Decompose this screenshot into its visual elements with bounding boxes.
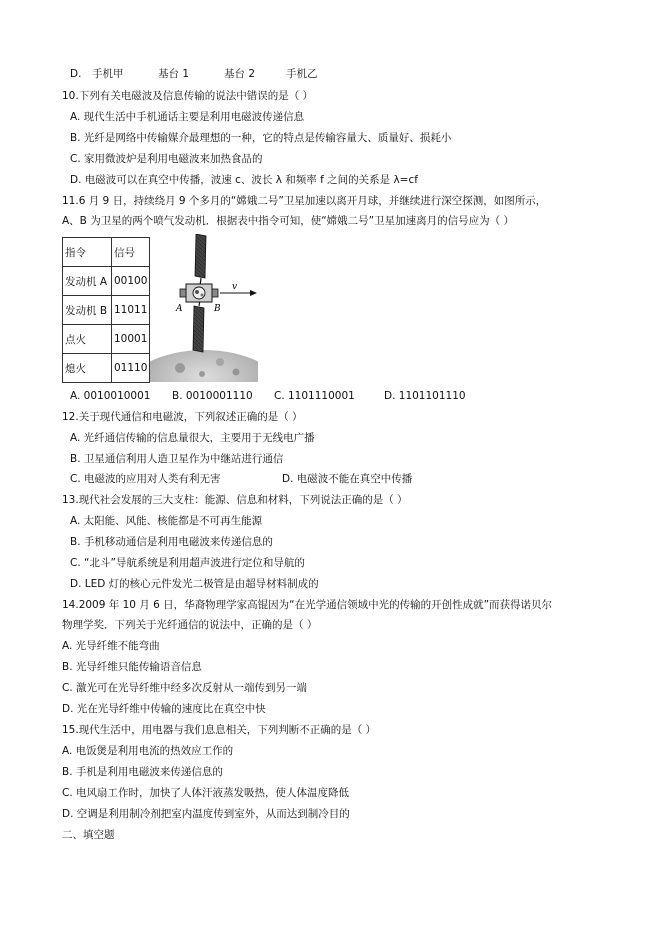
table-cell: 点火	[63, 325, 112, 354]
q13-option-b: B. 手机移动通信是利用电磁波来传递信息的	[70, 536, 273, 548]
q14-option-a: A. 光导纤维不能弯曲	[62, 640, 160, 652]
table-cell: 01110	[112, 354, 150, 383]
q10-stem: 10.下列有关电磁波及信息传输的说法中错误的是（ ）	[62, 90, 314, 102]
q12-option-c: C. 电磁波的应用对人类有利无害	[70, 473, 221, 485]
q14-option-c: C. 激光可在光导纤维中经多次反射从一端传到另一端	[62, 682, 308, 694]
q12-option-d: D. 电磁波不能在真空中传播	[282, 473, 413, 485]
q15-stem: 15.现代生活中，用电器与我们息息相关，下列判断不正确的是（ ）	[62, 724, 377, 736]
table-row	[63, 325, 150, 354]
q11-option-b: B. 0010001110	[172, 390, 253, 402]
q9-item-base-2: 基台 2	[224, 68, 256, 80]
table-header-signal: 信号	[112, 238, 150, 267]
q11-stem-line2: A、B 为卫星的两个喷气发动机．根据表中指令可知，使“嫦娥二号”卫星加速离月的信号应为（ ）	[62, 215, 514, 227]
q15-option-c: C. 电风扇工作时，加快了人体汗液蒸发吸热，使人体温度降低	[62, 787, 350, 799]
table-row	[63, 238, 150, 267]
q14-option-b: B. 光导纤维只能传输语音信息	[62, 661, 202, 673]
q14-option-d: D. 光在光导纤维中传输的速度比在真空中快	[62, 703, 266, 715]
q9-option-d	[70, 67, 318, 81]
q10-option-a: A. 现代生活中手机通话主要是利用电磁波传递信息	[70, 111, 305, 123]
table-cell: 熄火	[63, 354, 112, 383]
table-cell: 11011	[112, 296, 150, 325]
q9-item-phone-b: 手机乙	[286, 68, 318, 80]
table-header-command: 指令	[63, 238, 112, 267]
engine-b-label: B	[214, 304, 221, 314]
q9-item-base-1: 基台 1	[158, 68, 190, 80]
q14-stem-line1: 14.2009 年 10 月 6 日，华裔物理学家高锟因为“在光学通信领域中光的传输的开创性成就”而获得诺贝尔	[62, 599, 553, 611]
q11-options	[70, 389, 590, 403]
q11-stem-line1: 11.6 月 9 日，持续绕月 9 个多月的“嫦娥二号”卫星加速以离开月球，并继续进行深空探测，如图所示，	[62, 195, 547, 207]
q11-option-c: C. 1101110001	[274, 390, 355, 402]
q13-option-d: D. LED 灯的核心元件发光二极管是由超导材料制成的	[70, 578, 319, 590]
engine-a-label: A	[176, 304, 183, 314]
q12-option-b: B. 卫星通信利用人造卫星作为中继站进行通信	[70, 453, 284, 465]
satellite-body-icon	[180, 284, 218, 302]
q9-option-letter: D.	[70, 68, 82, 80]
q11-option-a: A. 0010010001	[70, 390, 151, 402]
section-title-fill-in: 二、填空题	[62, 829, 115, 841]
q13-option-c: C. “北斗”导航系统是利用超声波进行定位和导航的	[70, 557, 305, 569]
q10-option-c: C. 家用微波炉是利用电磁波来加热食品的	[70, 153, 263, 165]
q14-stem-line2: 物理学奖．下列关于光纤通信的说法中，正确的是（ ）	[62, 619, 318, 631]
q11-satellite-figure	[150, 234, 258, 382]
table-cell: 发动机 A	[63, 267, 112, 296]
table-row	[63, 354, 150, 383]
q12-option-a: A. 光纤通信传输的信息量很大，主要用于无线电广播	[70, 432, 315, 444]
q15-option-b: B. 手机是利用电磁波来传递信息的	[62, 766, 223, 778]
q13-stem: 13.现代社会发展的三大支柱：能源、信息和材料，下列说法正确的是（ ）	[62, 494, 408, 506]
q15-option-a: A. 电饭煲是利用电流的热效应工作的	[62, 745, 234, 757]
table-cell: 10001	[112, 325, 150, 354]
q11-option-d: D. 1101101110	[384, 390, 466, 402]
q10-option-d: D. 电磁波可以在真空中传播，波速 c、波长 λ 和频率 f 之间的关系是 λ=cf	[70, 174, 418, 186]
q11-command-table	[62, 237, 150, 383]
velocity-arrow-icon	[220, 290, 257, 296]
q15-option-d: D. 空调是利用制冷剂把室内温度传到室外，从而达到制冷目的	[62, 808, 350, 820]
table-cell: 发动机 B	[63, 296, 112, 325]
q10-option-b: B. 光纤是网络中传输媒介最理想的一种，它的特点是传输容量大、质量好、损耗小	[70, 132, 452, 144]
velocity-label: v	[232, 282, 238, 292]
q12-stem: 12.关于现代通信和电磁波，下列叙述正确的是（ ）	[62, 411, 303, 423]
moon-surface-icon	[150, 350, 258, 382]
q13-option-a: A. 太阳能、风能、核能都是不可再生能源	[70, 515, 263, 527]
table-row	[63, 296, 150, 325]
table-row	[63, 267, 150, 296]
table-cell: 00100	[112, 267, 150, 296]
q9-item-phone-a: 手机甲	[92, 68, 124, 80]
